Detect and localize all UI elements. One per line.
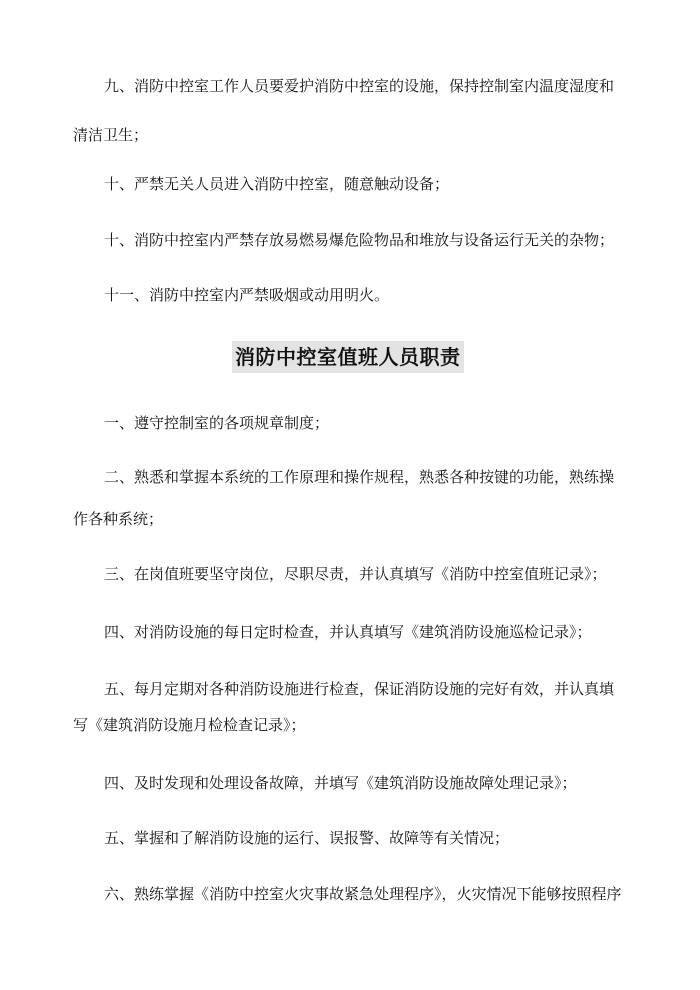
rule-item-10a-line1: 十、严禁无关人员进入消防中控室，随意触动设备； (104, 175, 450, 193)
rule-item-10b (0, 230, 700, 250)
duty-item-3-line1: 三、在岗值班要坚守岗位，尽职尽责，并认真填写《消防中控室值班记录》； (104, 565, 607, 583)
rule-item-9-line2: 清洁卫生； (73, 126, 149, 144)
rule-item-10a (0, 174, 700, 194)
rule-item-10b-line1: 十、消防中控室内严禁存放易燃易爆危险物品和堆放与设备运行无关的杂物； (104, 231, 615, 249)
rule-item-9 (0, 76, 700, 156)
duty-item-5b (0, 828, 700, 848)
duty-item-1 (0, 413, 700, 433)
duty-item-5b-line1: 五、掌握和了解消防设施的运行、误报警、故障等有关情况； (104, 829, 510, 847)
rule-item-11-line1: 十一、消防中控室内严禁吸烟或动用明火。 (104, 286, 390, 304)
duty-item-4-line1: 四、对消防设施的每日定时检查，并认真填写《建筑消防设施巡检记录》； (104, 623, 592, 641)
duty-item-4 (0, 622, 700, 642)
duty-item-2 (0, 467, 700, 547)
duty-item-5-line2: 写《建筑消防设施月检检查记录》； (73, 716, 306, 734)
section-title: 消防中控室值班人员职责 (232, 341, 464, 373)
duty-item-5-line1: 五、每月定期对各种消防设施进行检查，保证消防设施的完好有效，并认真填 (104, 680, 615, 698)
rule-item-11 (0, 285, 700, 305)
duty-item-2-line2: 作各种系统； (73, 510, 164, 528)
rule-item-9-line1: 九、消防中控室工作人员要爱护消防中控室的设施，保持控制室内温度湿度和 (104, 77, 615, 95)
duty-item-4b (0, 773, 700, 793)
duty-item-1-line1: 一、遵守控制室的各项规章制度； (104, 414, 330, 432)
duty-item-3 (0, 564, 700, 584)
duty-item-5 (0, 679, 700, 759)
duty-item-2-line1: 二、熟悉和掌握本系统的工作原理和操作规程，熟悉各种按键的功能，熟练操 (104, 468, 615, 486)
duty-item-4b-line1: 四、及时发现和处理设备故障，并填写《建筑消防设施故障处理记录》； (104, 774, 577, 792)
duty-item-6 (0, 884, 700, 904)
duty-item-6-line1: 六、熟练掌握《消防中控室火灾事故紧急处理程序》，火灾情况下能够按照程序 (104, 885, 622, 903)
